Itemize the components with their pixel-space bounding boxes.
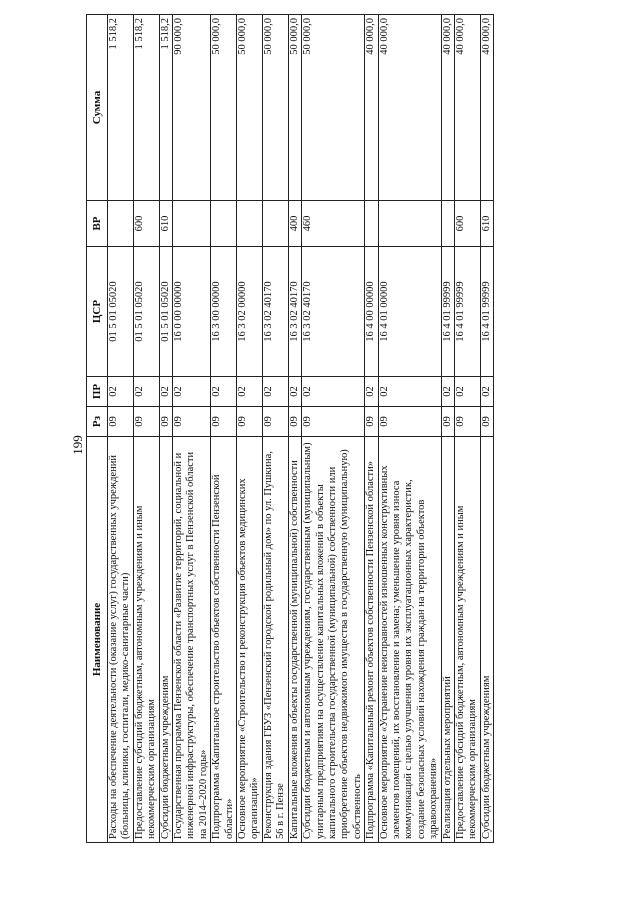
- cell-name: Реализация отдельных мероприятий: [441, 437, 454, 843]
- cell-pr: 02: [133, 377, 159, 407]
- cell-vr: [237, 201, 263, 247]
- cell-vr: [211, 201, 237, 247]
- cell-csr: 16 4 01 99999: [454, 247, 480, 377]
- cell-sum: 1 518,2: [108, 15, 134, 201]
- cell-rz: 09: [159, 407, 172, 437]
- cell-name: Субсидии бюджетным учреждениям: [480, 437, 493, 843]
- header-vr: ВР: [87, 201, 108, 247]
- table-header-row: [87, 15, 108, 843]
- cell-pr: 02: [302, 377, 365, 407]
- cell-csr: 01 5 01 05020: [133, 247, 159, 377]
- table-row: [237, 15, 263, 843]
- cell-sum: 1 518,2: [133, 15, 159, 201]
- header-sum: Сумма: [87, 15, 108, 201]
- cell-sum: 40 000,0: [378, 15, 441, 201]
- cell-rz: 09: [441, 407, 454, 437]
- cell-vr: [365, 201, 378, 247]
- rotated-table-container: [86, 15, 494, 843]
- cell-csr: 16 3 02 40170: [262, 247, 288, 377]
- cell-rz: 09: [365, 407, 378, 437]
- table-row: [211, 15, 237, 843]
- cell-name: Реконструкция здания ГБУЗ «Пензенский городской родильный дом» по ул. Пушкина, 56 в г. Пензе: [262, 437, 288, 843]
- cell-pr: 02: [288, 377, 301, 407]
- cell-vr: [378, 201, 441, 247]
- page-number: 199: [70, 435, 85, 455]
- cell-sum: 50 000,0: [237, 15, 263, 201]
- table-row: [288, 15, 301, 843]
- table-row: [480, 15, 493, 843]
- cell-pr: 02: [108, 377, 134, 407]
- cell-vr: 600: [133, 201, 159, 247]
- cell-rz: 09: [288, 407, 301, 437]
- cell-pr: 02: [173, 377, 211, 407]
- cell-rz: 09: [108, 407, 134, 437]
- cell-vr: 610: [480, 201, 493, 247]
- cell-rz: 09: [378, 407, 441, 437]
- header-name: Наименование: [87, 437, 108, 843]
- cell-csr: 16 4 01 99999: [480, 247, 493, 377]
- cell-rz: 09: [237, 407, 263, 437]
- table-row: [262, 15, 288, 843]
- cell-vr: 600: [454, 201, 480, 247]
- cell-rz: 09: [302, 407, 365, 437]
- table-row: [441, 15, 454, 843]
- cell-sum: 40 000,0: [480, 15, 493, 201]
- cell-csr: 16 0 00 00000: [173, 247, 211, 377]
- cell-pr: 02: [237, 377, 263, 407]
- cell-sum: 50 000,0: [262, 15, 288, 201]
- cell-pr: 02: [365, 377, 378, 407]
- cell-name: Субсидии бюджетным учреждениям: [159, 437, 172, 843]
- cell-csr: 16 3 02 00000: [237, 247, 263, 377]
- header-csr: ЦСР: [87, 247, 108, 377]
- cell-name: Подпрограмма «Капитальный ремонт объектов собственности Пензенской области»: [365, 437, 378, 843]
- cell-csr: 16 4 00 00000: [365, 247, 378, 377]
- table-row: [302, 15, 365, 843]
- header-pr: ПР: [87, 377, 108, 407]
- cell-rz: 09: [480, 407, 493, 437]
- cell-csr: 16 4 01 00000: [378, 247, 441, 377]
- cell-csr: 01 5 01 05020: [159, 247, 172, 377]
- cell-sum: 50 000,0: [288, 15, 301, 201]
- table-row: [173, 15, 211, 843]
- table-row: [365, 15, 378, 843]
- cell-csr: 16 3 00 00000: [211, 247, 237, 377]
- table-row: [108, 15, 134, 843]
- cell-name: Капитальные вложения в объекты государственной (муниципальной) собственности: [288, 437, 301, 843]
- cell-pr: 02: [378, 377, 441, 407]
- cell-rz: 09: [211, 407, 237, 437]
- cell-sum: 50 000,0: [211, 15, 237, 201]
- cell-vr: [108, 201, 134, 247]
- cell-sum: 50 000,0: [302, 15, 365, 201]
- cell-name: Государственная программа Пензенской области «Развитие территорий, социальной и инженерной инфраструктуры, обеспечение транспортных услуг в Пензенской области на 2014–2020 годы»: [173, 437, 211, 843]
- cell-csr: 16 3 02 40170: [288, 247, 301, 377]
- header-rz: Рз: [87, 407, 108, 437]
- cell-rz: 09: [454, 407, 480, 437]
- cell-rz: 09: [133, 407, 159, 437]
- cell-vr: [262, 201, 288, 247]
- cell-vr: [441, 201, 454, 247]
- cell-name: Предоставление субсидий бюджетным, автономным учреждениям и иным некоммерческим организациям: [133, 437, 159, 843]
- cell-sum: 40 000,0: [454, 15, 480, 201]
- cell-pr: 02: [211, 377, 237, 407]
- cell-name: Субсидии бюджетным и автономным учреждениям, государственным (муниципальным) унитарным предприятиям на осуществление капитальных вложений в объекты капитального строительства государственной (муниципальной) собственности или приобретение объектов недвижимого имущества в государственную (муниципальную) собственность: [302, 437, 365, 843]
- cell-csr: 16 4 01 99999: [441, 247, 454, 377]
- cell-name: Расходы на обеспечение деятельности (оказание услуг) государственных учреждений (больницы, клиники, госпитали, медико-санитарные части): [108, 437, 134, 843]
- table-row: [159, 15, 172, 843]
- cell-pr: 02: [480, 377, 493, 407]
- cell-name: Основное мероприятие «Строительство и реконструкция объектов медицинских организаций»: [237, 437, 263, 843]
- cell-sum: 90 000,0: [173, 15, 211, 201]
- cell-sum: 40 000,0: [441, 15, 454, 201]
- budget-table: [86, 14, 494, 843]
- cell-csr: 01 5 01 05020: [108, 247, 134, 377]
- cell-vr: [173, 201, 211, 247]
- cell-pr: 02: [262, 377, 288, 407]
- cell-rz: 09: [173, 407, 211, 437]
- cell-name: Подпрограмма «Капитальное строительство объектов собственности Пензенской области»: [211, 437, 237, 843]
- table-row: [378, 15, 441, 843]
- cell-sum: 40 000,0: [365, 15, 378, 201]
- cell-pr: 02: [454, 377, 480, 407]
- cell-vr: 610: [159, 201, 172, 247]
- cell-vr: 400: [288, 201, 301, 247]
- cell-sum: 1 518,2: [159, 15, 172, 201]
- cell-pr: 02: [441, 377, 454, 407]
- cell-vr: 460: [302, 201, 365, 247]
- table-row: [454, 15, 480, 843]
- cell-csr: 16 3 02 40170: [302, 247, 365, 377]
- cell-rz: 09: [262, 407, 288, 437]
- cell-name: Предоставление субсидий бюджетным, автономным учреждениям и иным некоммерческим организациям: [454, 437, 480, 843]
- table-row: [133, 15, 159, 843]
- cell-pr: 02: [159, 377, 172, 407]
- cell-name: Основное мероприятие «Устранение неисправностей изношенных конструктивных элементов помещений, их восстановление и замена; уменьшение уровня износа коммуникаций с целью улучшения уровня их эксплуатационных характеристик, создание безопасных условий нахождения граждан на территории объектов здравоохранения»: [378, 437, 441, 843]
